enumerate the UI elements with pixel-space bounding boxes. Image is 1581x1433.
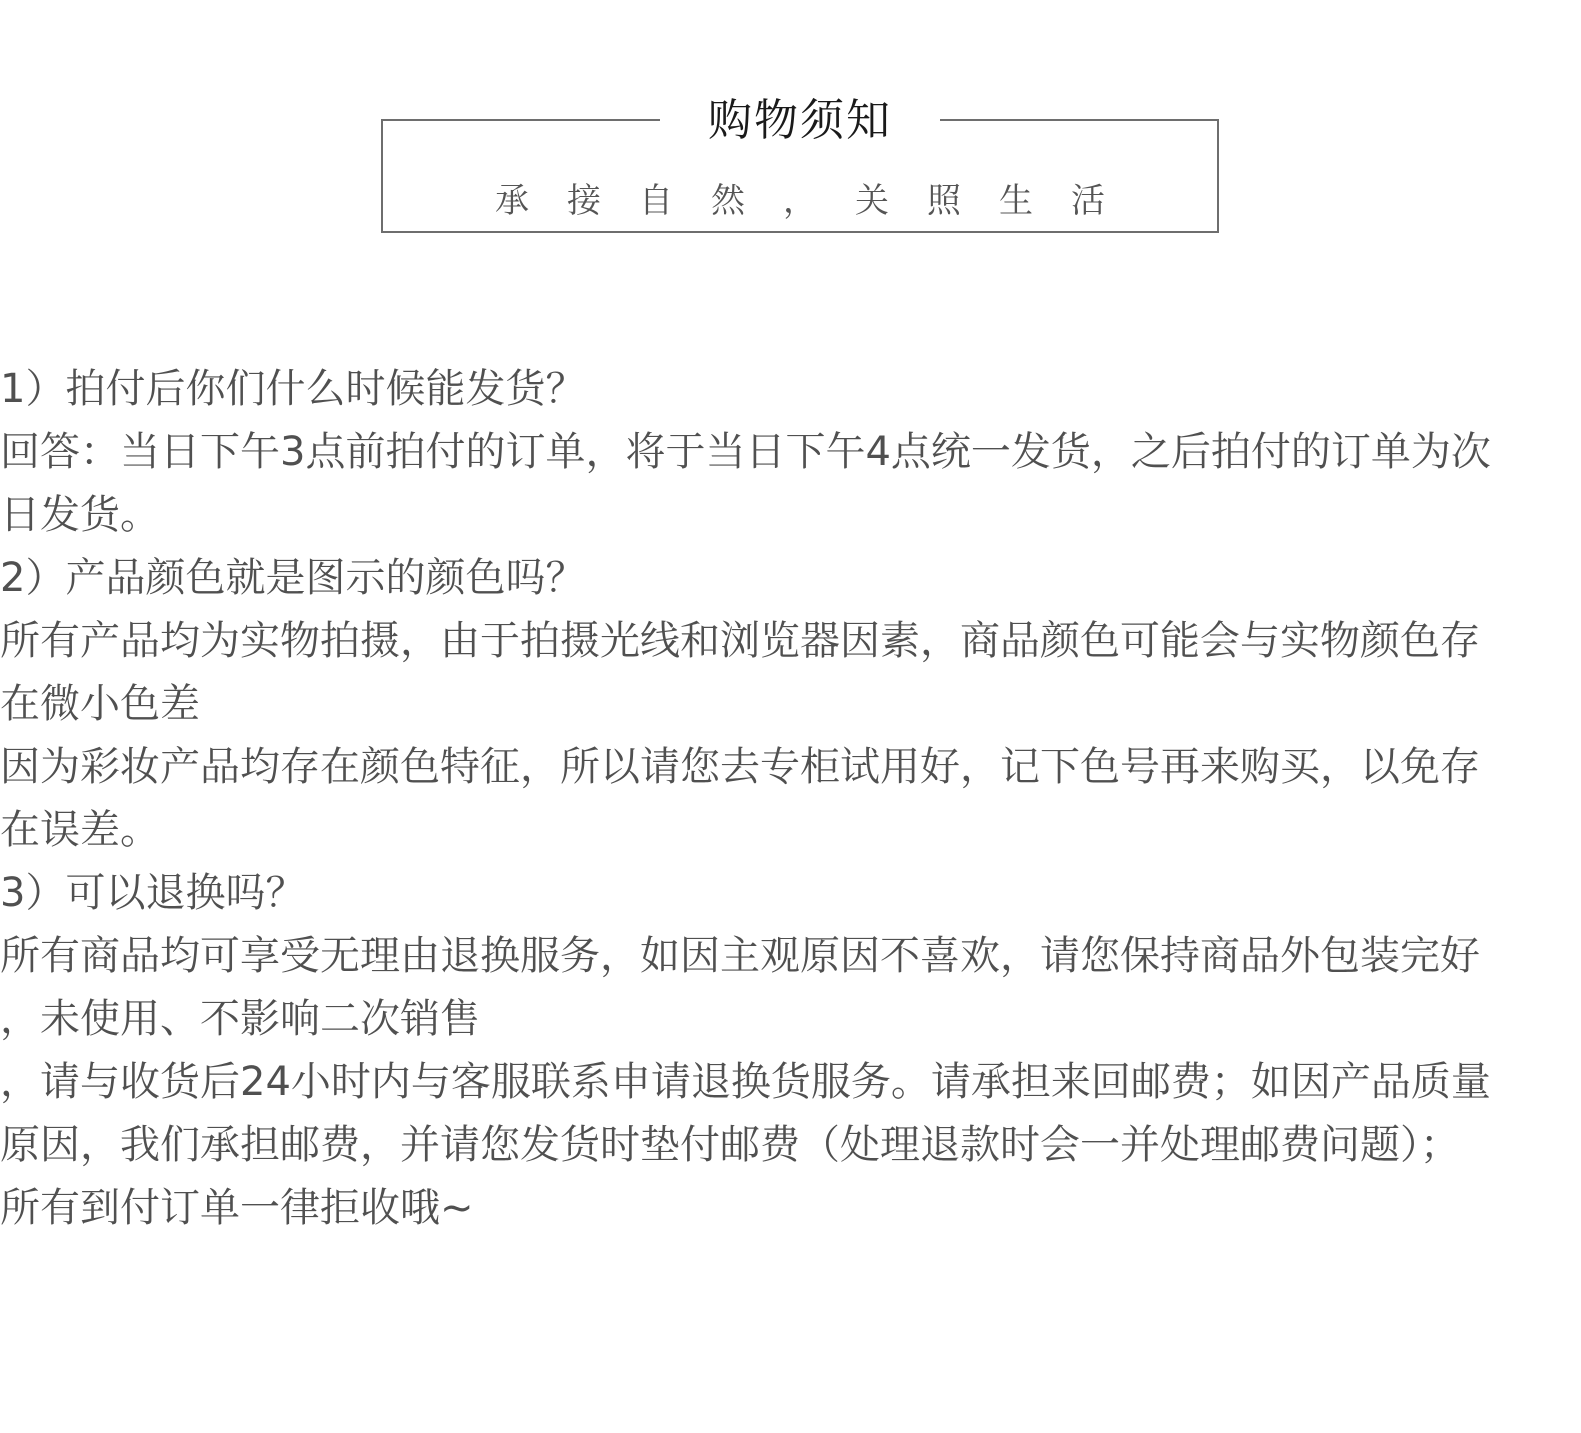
page-title: 购物须知 [660, 93, 940, 149]
faq-question-3: 3）可以退换吗？ [0, 870, 306, 916]
faq-answer-line: 因为彩妆产品均存在颜色特征，所以请您去专柜试用好，记下色号再来购买，以免存 [0, 744, 1480, 790]
faq-answer-line: 回答：当日下午3点前拍付的订单，将于当日下午4点统一发货，之后拍付的订单为次 [0, 429, 1491, 475]
shopping-notice-header [381, 95, 1219, 233]
faq-answer-line: 原因，我们承担邮费，并请您发货时垫付邮费（处理退款时会一并处理邮费问题）； [0, 1122, 1460, 1168]
faq-answer-line: 在误差。 [0, 807, 160, 853]
faq-content [0, 358, 1581, 1240]
page-subtitle: 承接自然，关照生活 [495, 181, 1143, 221]
faq-question-2: 2）产品颜色就是图示的颜色吗？ [0, 555, 586, 601]
faq-answer-line: 所有到付订单一律拒收哦~ [0, 1185, 474, 1231]
faq-answer-line: 所有商品均可享受无理由退换服务，如因主观原因不喜欢，请您保持商品外包装完好 [0, 933, 1480, 979]
faq-question-1: 1）拍付后你们什么时候能发货？ [0, 366, 586, 412]
faq-answer-line: 在微小色差 [0, 681, 200, 727]
faq-answer-line: 所有产品均为实物拍摄，由于拍摄光线和浏览器因素，商品颜色可能会与实物颜色存 [0, 618, 1480, 664]
faq-answer-line: 日发货。 [0, 492, 160, 538]
faq-answer-line: ，未使用、不影响二次销售 [0, 996, 480, 1042]
faq-answer-line: ，请与收货后24小时内与客服联系申请退换货服务。请承担来回邮费；如因产品质量 [0, 1059, 1491, 1105]
